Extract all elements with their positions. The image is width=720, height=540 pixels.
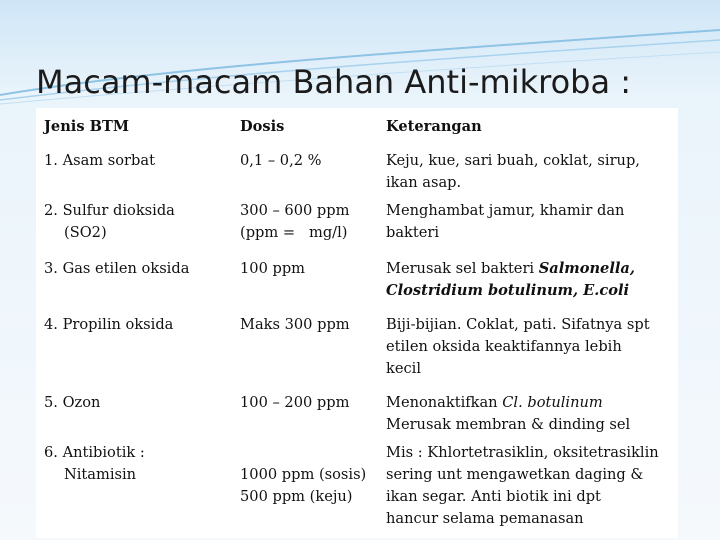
table-header-row xyxy=(40,110,680,148)
cell-text: Biji-bijian. Coklat, pati. Sifatnya spt xyxy=(386,316,650,333)
cell-text: etilen oksida keaktifannya lebih xyxy=(386,338,622,355)
cell-jenis xyxy=(40,440,236,530)
antimicrobial-table xyxy=(40,110,680,530)
cell-text: 1000 ppm (sosis) xyxy=(240,466,367,483)
cell-dosis xyxy=(236,390,382,440)
cell-text: ikan segar. Anti biotik ini dpt xyxy=(386,488,601,505)
cell-jenis xyxy=(40,252,236,308)
cell-text: (ppm = mg/l) xyxy=(240,224,348,241)
cell-dosis xyxy=(236,308,382,390)
cell-text: Merusak sel bakteri xyxy=(386,260,539,277)
cell-keterangan xyxy=(382,252,680,308)
table-row xyxy=(40,148,680,196)
cell-text: (SO2) xyxy=(64,224,107,241)
cell-text: 100 ppm xyxy=(240,260,306,277)
table-row xyxy=(40,196,680,252)
cell-keterangan xyxy=(382,308,680,390)
cell-text: kecil xyxy=(386,360,421,377)
table-row xyxy=(40,440,680,530)
cell-keterangan xyxy=(382,196,680,252)
cell-text: 5. Ozon xyxy=(44,394,101,411)
cell-keterangan xyxy=(382,148,680,196)
cell-text: Keju, kue, sari buah, coklat, sirup, xyxy=(386,152,640,169)
cell-jenis xyxy=(40,148,236,196)
cell-text: Maks 300 ppm xyxy=(240,316,350,333)
cell-text-italic: Salmonella, xyxy=(538,260,635,277)
cell-text-italic: Clostridium botulinum, E.coli xyxy=(386,282,630,299)
cell-text-italic: Cl. botulinum xyxy=(502,394,603,411)
dosis-lines xyxy=(240,442,378,508)
slide-title: Macam-macam Bahan Anti-mikroba : xyxy=(36,63,632,101)
cell-text: Nitamisin xyxy=(64,466,137,483)
cell-text: 3. Gas etilen oksida xyxy=(44,260,190,277)
cell-jenis xyxy=(40,308,236,390)
cell-text: Mis : Khlortetrasiklin, oksitetrasiklin xyxy=(386,444,659,461)
table-row xyxy=(40,308,680,390)
cell-text: 0,1 – 0,2 % xyxy=(240,152,322,169)
cell-text: sering unt mengawetkan daging & xyxy=(386,466,644,483)
cell-text: 6. Antibiotik : xyxy=(44,444,145,461)
cell-jenis xyxy=(40,390,236,440)
cell-dosis xyxy=(236,148,382,196)
cell-text: 300 – 600 ppm xyxy=(240,202,350,219)
cell-text: 500 ppm (keju) xyxy=(240,488,353,505)
table-row xyxy=(40,252,680,308)
header-dosis: Dosis xyxy=(240,118,285,135)
cell-text: Menonaktifkan xyxy=(386,394,503,411)
cell-text: 4. Propilin oksida xyxy=(44,316,174,333)
cell-jenis xyxy=(40,196,236,252)
cell-text: 2. Sulfur dioksida xyxy=(44,202,175,219)
cell-dosis xyxy=(236,440,382,530)
table-row xyxy=(40,390,680,440)
cell-dosis xyxy=(236,252,382,308)
cell-dosis xyxy=(236,196,382,252)
cell-text: 100 – 200 ppm xyxy=(240,394,350,411)
cell-text: Menghambat jamur, khamir dan xyxy=(386,202,625,219)
cell-text: ikan asap. xyxy=(386,174,462,191)
header-jenis: Jenis BTM xyxy=(44,118,129,135)
cell-keterangan xyxy=(382,390,680,440)
cell-keterangan xyxy=(382,440,680,530)
cell-text: Merusak membran & dinding sel xyxy=(386,416,631,433)
cell-text: hancur selama pemanasan xyxy=(386,510,584,527)
header-keterangan: Keterangan xyxy=(386,118,482,135)
cell-text: bakteri xyxy=(386,224,440,241)
cell-text: 1. Asam sorbat xyxy=(44,152,155,169)
